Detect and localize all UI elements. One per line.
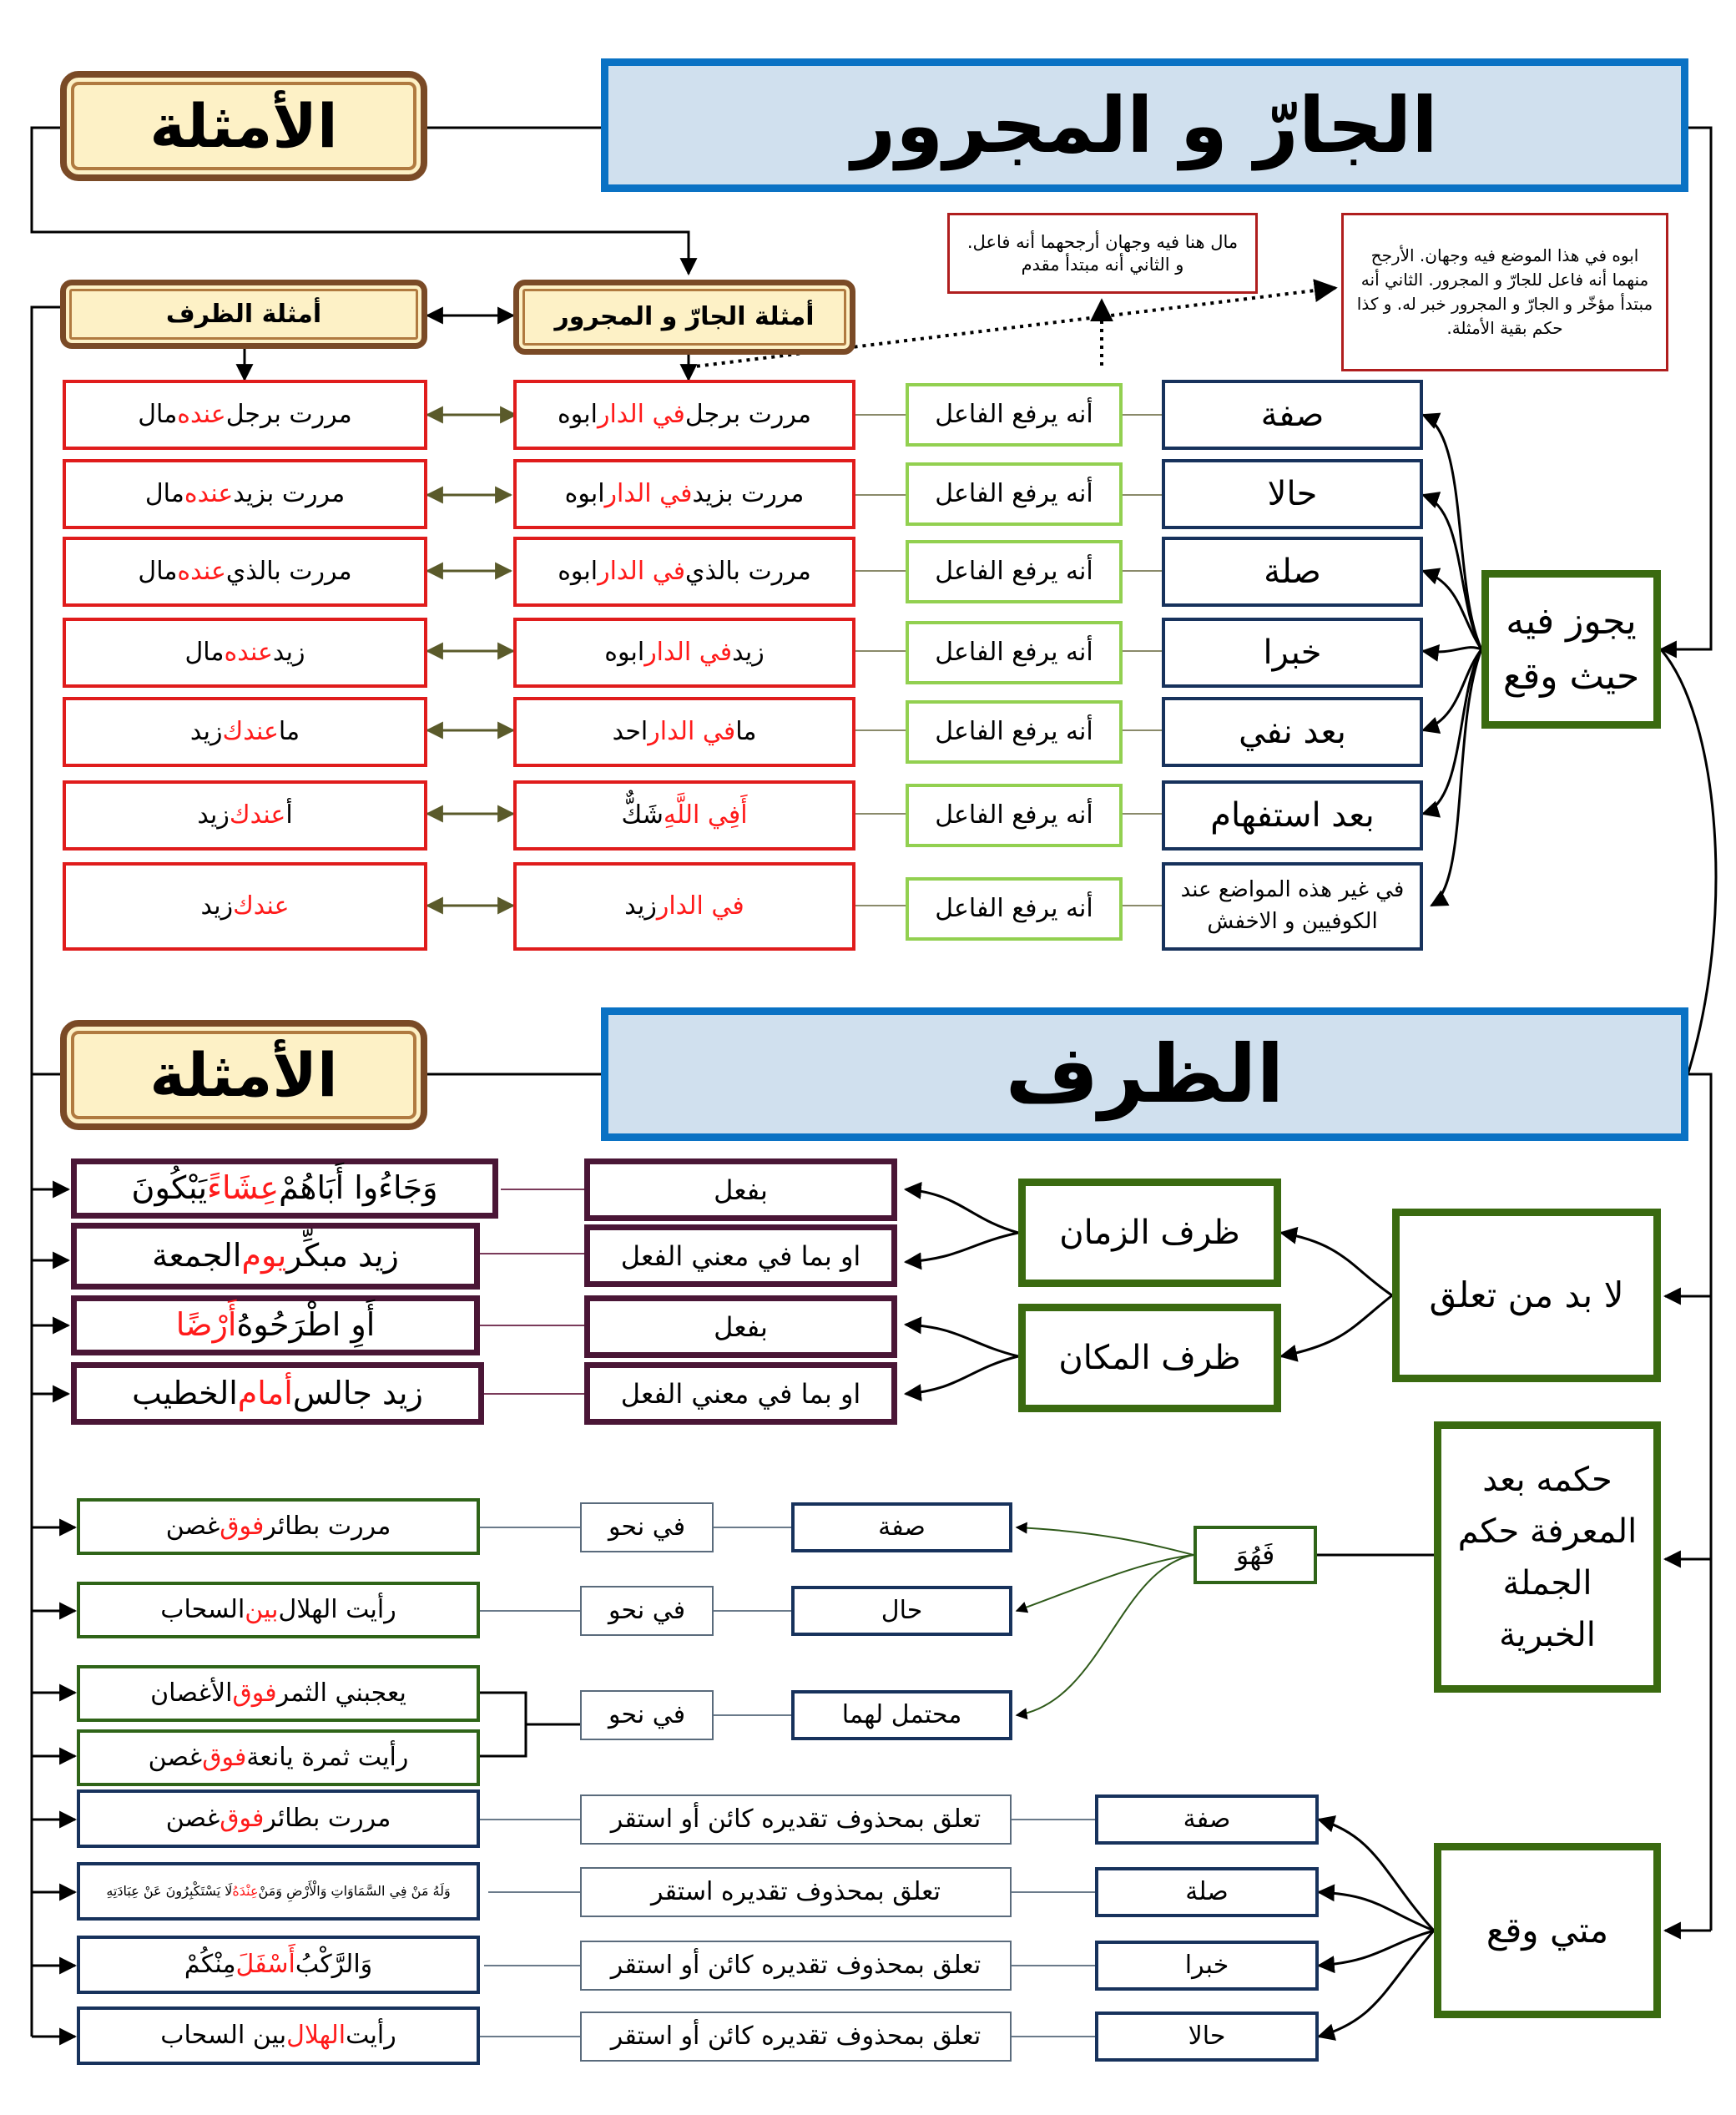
- example-text: غصن: [165, 1804, 220, 1834]
- example-text: مال: [138, 400, 178, 430]
- example-text: يَبْكُونَ: [131, 1169, 208, 1207]
- mata-label: حالا: [1095, 2012, 1319, 2062]
- position-label: حالا: [1162, 459, 1423, 529]
- example-text: ابوه: [604, 638, 645, 668]
- example-text: وَالرَّكْبُ: [295, 1950, 373, 1980]
- highlight-text: عِنْدَهُ: [232, 1883, 259, 1899]
- highlight-text: في الدار: [598, 557, 686, 587]
- mata-example: [77, 1936, 480, 1994]
- taalluq-example: [71, 1362, 484, 1425]
- zarf-examples-scroll: أمثلة الظرف: [60, 280, 427, 349]
- example-text: بين السحاب: [160, 2021, 287, 2051]
- highlight-text: عِشَاءً: [207, 1169, 280, 1207]
- highlight-text: في الدار: [597, 400, 685, 430]
- hukm-box: حكمه بعد المعرفة حكم الجملة الخبرية: [1434, 1421, 1661, 1693]
- taalluq-example: [71, 1295, 480, 1355]
- hukm-label: محتمل لهما: [791, 1690, 1012, 1740]
- note-abuhu: ابوه في هذا الموضع فيه وجهان. الأرجح منهما أنه فاعل للجارّ و المجرور. الثاني أنه مبتدأ مؤخّر و الجارّ و المجرور خبر له. و كذا حكم بقية الأمثلة.: [1341, 213, 1668, 371]
- zarf-example: [63, 537, 427, 607]
- example-text: لَا يَسْتَكْبِرُونَ عَنْ عِبَادَتِهِ: [106, 1883, 233, 1899]
- jar-examples-scroll: أمثلة الجارّ و المجرور: [513, 280, 855, 355]
- jar-example: [513, 537, 855, 607]
- example-text: مال: [184, 638, 225, 668]
- highlight-text: فوق: [220, 1804, 265, 1834]
- example-text: ابوه: [564, 479, 605, 509]
- example-text: رأيت الهلال: [278, 1595, 396, 1625]
- example-text: رأيت: [346, 2021, 396, 2051]
- bifil-box-2: بفعل: [584, 1295, 897, 1358]
- hukm-example: [77, 1665, 480, 1722]
- mata-example: [77, 2006, 480, 2065]
- example-text: مررت بالذي: [685, 557, 811, 587]
- jawaz-box: يجوز فيه حيث وقع: [1481, 570, 1661, 729]
- example-text: مررت بطائر: [264, 1804, 391, 1834]
- mata-label: صلة: [1095, 1867, 1319, 1917]
- rule-box: أنه يرفع الفاعل: [906, 784, 1123, 847]
- title-zarf: الظرف: [601, 1007, 1688, 1141]
- example-text: ما: [278, 717, 300, 747]
- zarf-example: [63, 780, 427, 851]
- example-text: زيد: [189, 717, 223, 747]
- title-jar-majrur: الجارّ و المجرور: [601, 58, 1688, 192]
- example-text: مررت برجل: [225, 400, 352, 430]
- position-label: خبرا: [1162, 618, 1423, 688]
- example-text: أَوِ اطْرَحُوهُ: [236, 1306, 376, 1344]
- example-text: السحاب: [160, 1595, 245, 1625]
- example-text: غصن: [148, 1743, 203, 1773]
- example-text: مررت بالذي: [225, 557, 352, 587]
- zarf-example: [63, 697, 427, 767]
- examples-scroll-bottom: الأمثلة: [60, 1020, 427, 1130]
- highlight-text: يوم: [241, 1237, 287, 1275]
- example-text: مررت بطائر: [264, 1512, 391, 1542]
- hukm-label: صفة: [791, 1502, 1012, 1552]
- jar-example: [513, 618, 855, 688]
- example-text: ابوه: [558, 557, 598, 587]
- position-label: صفة: [1162, 380, 1423, 450]
- fi-nahw: في نحو: [580, 1502, 714, 1552]
- fi-nahw: في نحو: [580, 1586, 714, 1636]
- mata-box: متي وقع: [1434, 1843, 1661, 2018]
- example-text: زيد مبكِّر: [286, 1237, 399, 1275]
- highlight-text: في الدار: [604, 479, 693, 509]
- jar-example: [513, 697, 855, 767]
- example-text: الجمعة: [152, 1237, 242, 1275]
- highlight-text: فوق: [220, 1512, 265, 1542]
- zarf-example: [63, 380, 427, 450]
- zarf-zaman-box: ظرف الزمان: [1018, 1179, 1281, 1287]
- highlight-text: فوق: [202, 1743, 247, 1773]
- examples-scroll-top: الأمثلة: [60, 71, 427, 181]
- position-label: بعد نفي: [1162, 697, 1423, 767]
- jar-example: [513, 380, 855, 450]
- position-label: في غير هذه المواضع عند الكوفيين و الاخفش: [1162, 862, 1423, 951]
- mata-example: [77, 1862, 480, 1921]
- example-text: مال: [144, 479, 184, 509]
- highlight-text: أَسْفَلَ: [235, 1950, 295, 1980]
- zarf-makan-box: ظرف المكان: [1018, 1304, 1281, 1412]
- highlight-text: عنده: [177, 400, 226, 430]
- zarf-example: [63, 618, 427, 688]
- note-maal: مال هنا فيه وجهان أرجحهما أنه فاعل. و الثاني أنه مبتدأ مقدم: [947, 213, 1258, 294]
- example-text: زيد جالس: [292, 1374, 423, 1411]
- example-text: زيد: [272, 638, 305, 668]
- rule-box: أنه يرفع الفاعل: [906, 621, 1123, 684]
- highlight-text: أَفِي اللَّهِ: [663, 800, 748, 830]
- example-text: احد: [612, 717, 648, 747]
- example-text: زيد: [197, 800, 230, 830]
- example-text: غصن: [165, 1512, 220, 1542]
- mata-rule: تعلق بمحذوف تقديره كائن أو استقر: [580, 1941, 1012, 1991]
- highlight-text: عندك: [222, 717, 279, 747]
- highlight-text: عندك: [233, 891, 290, 921]
- mata-rule: تعلق بمحذوف تقديره استقر: [580, 1867, 1012, 1917]
- hukm-label: حال: [791, 1586, 1012, 1636]
- example-text: زيد: [732, 638, 765, 668]
- example-text: شَكٌّ: [621, 800, 664, 830]
- highlight-text: الهلال: [286, 2021, 346, 2051]
- highlight-text: في الدار: [648, 717, 736, 747]
- mata-rule: تعلق بمحذوف تقديره كائن أو استقر: [580, 2012, 1012, 2062]
- example-text: مررت بزيد: [692, 479, 805, 509]
- highlight-text: عنده: [177, 557, 226, 587]
- highlight-text: بين: [245, 1595, 279, 1625]
- example-text: يعجبني الثمر: [276, 1678, 406, 1709]
- mata-label: صفة: [1095, 1794, 1319, 1845]
- highlight-text: عندك: [229, 800, 286, 830]
- example-text: مال: [138, 557, 178, 587]
- fahuwa-box: فَهُوَ: [1194, 1526, 1317, 1584]
- highlight-text: فوق: [232, 1678, 277, 1709]
- highlight-text: في الدار: [644, 638, 733, 668]
- fi-nahw: في نحو: [580, 1690, 714, 1740]
- example-text: وَجَاءُوا أَبَاهُمْ: [279, 1169, 438, 1207]
- example-text: مررت بزيد: [233, 479, 346, 509]
- highlight-text: عنده: [184, 479, 234, 509]
- example-text: مررت برجل: [684, 400, 811, 430]
- jar-example: [513, 459, 855, 529]
- example-text: زيد: [200, 891, 234, 921]
- example-text: مِنْكُمْ: [184, 1950, 236, 1980]
- taalluq-example: [71, 1158, 498, 1219]
- hukm-example: [77, 1729, 480, 1786]
- position-label: صلة: [1162, 537, 1423, 607]
- jar-example: [513, 862, 855, 951]
- mata-example: [77, 1789, 480, 1848]
- highlight-text: أمام: [237, 1374, 293, 1411]
- rule-box: أنه يرفع الفاعل: [906, 700, 1123, 764]
- mata-label: خبرا: [1095, 1941, 1319, 1991]
- taalluq-example: [71, 1223, 480, 1290]
- bifil-box-1: بفعل: [584, 1158, 897, 1221]
- highlight-text: في الدار: [656, 891, 744, 921]
- mata-rule: تعلق بمحذوف تقديره كائن أو استقر: [580, 1794, 1012, 1845]
- example-text: زيد: [624, 891, 657, 921]
- bima-box-2: او بما في معني الفعل: [584, 1362, 897, 1425]
- example-text: الأغصان: [150, 1678, 233, 1709]
- example-text: وَلَهُ مَنْ فِي السَّمَاوَاتِ وَالْأَرْضِ وَمَنْ: [258, 1883, 451, 1899]
- bima-box-1: او بما في معني الفعل: [584, 1224, 897, 1287]
- zarf-example: [63, 459, 427, 529]
- position-label: بعد استفهام: [1162, 780, 1423, 851]
- jar-example: [513, 780, 855, 851]
- highlight-text: أَرْضًا: [175, 1306, 237, 1344]
- example-text: الخطيب: [132, 1374, 238, 1411]
- example-text: ابوه: [558, 400, 598, 430]
- taalluq-box: لا بد من تعلق: [1392, 1209, 1661, 1382]
- hukm-example: [77, 1582, 480, 1638]
- example-text: ما: [735, 717, 757, 747]
- zarf-example: [63, 862, 427, 951]
- example-text: رأيت ثمرة يانعة: [246, 1743, 409, 1773]
- highlight-text: عنده: [224, 638, 273, 668]
- rule-box: أنه يرفع الفاعل: [906, 383, 1123, 447]
- rule-box: أنه يرفع الفاعل: [906, 877, 1123, 941]
- hukm-example: [77, 1498, 480, 1555]
- rule-box: أنه يرفع الفاعل: [906, 540, 1123, 603]
- example-text: أ: [285, 800, 293, 830]
- rule-box: أنه يرفع الفاعل: [906, 462, 1123, 526]
